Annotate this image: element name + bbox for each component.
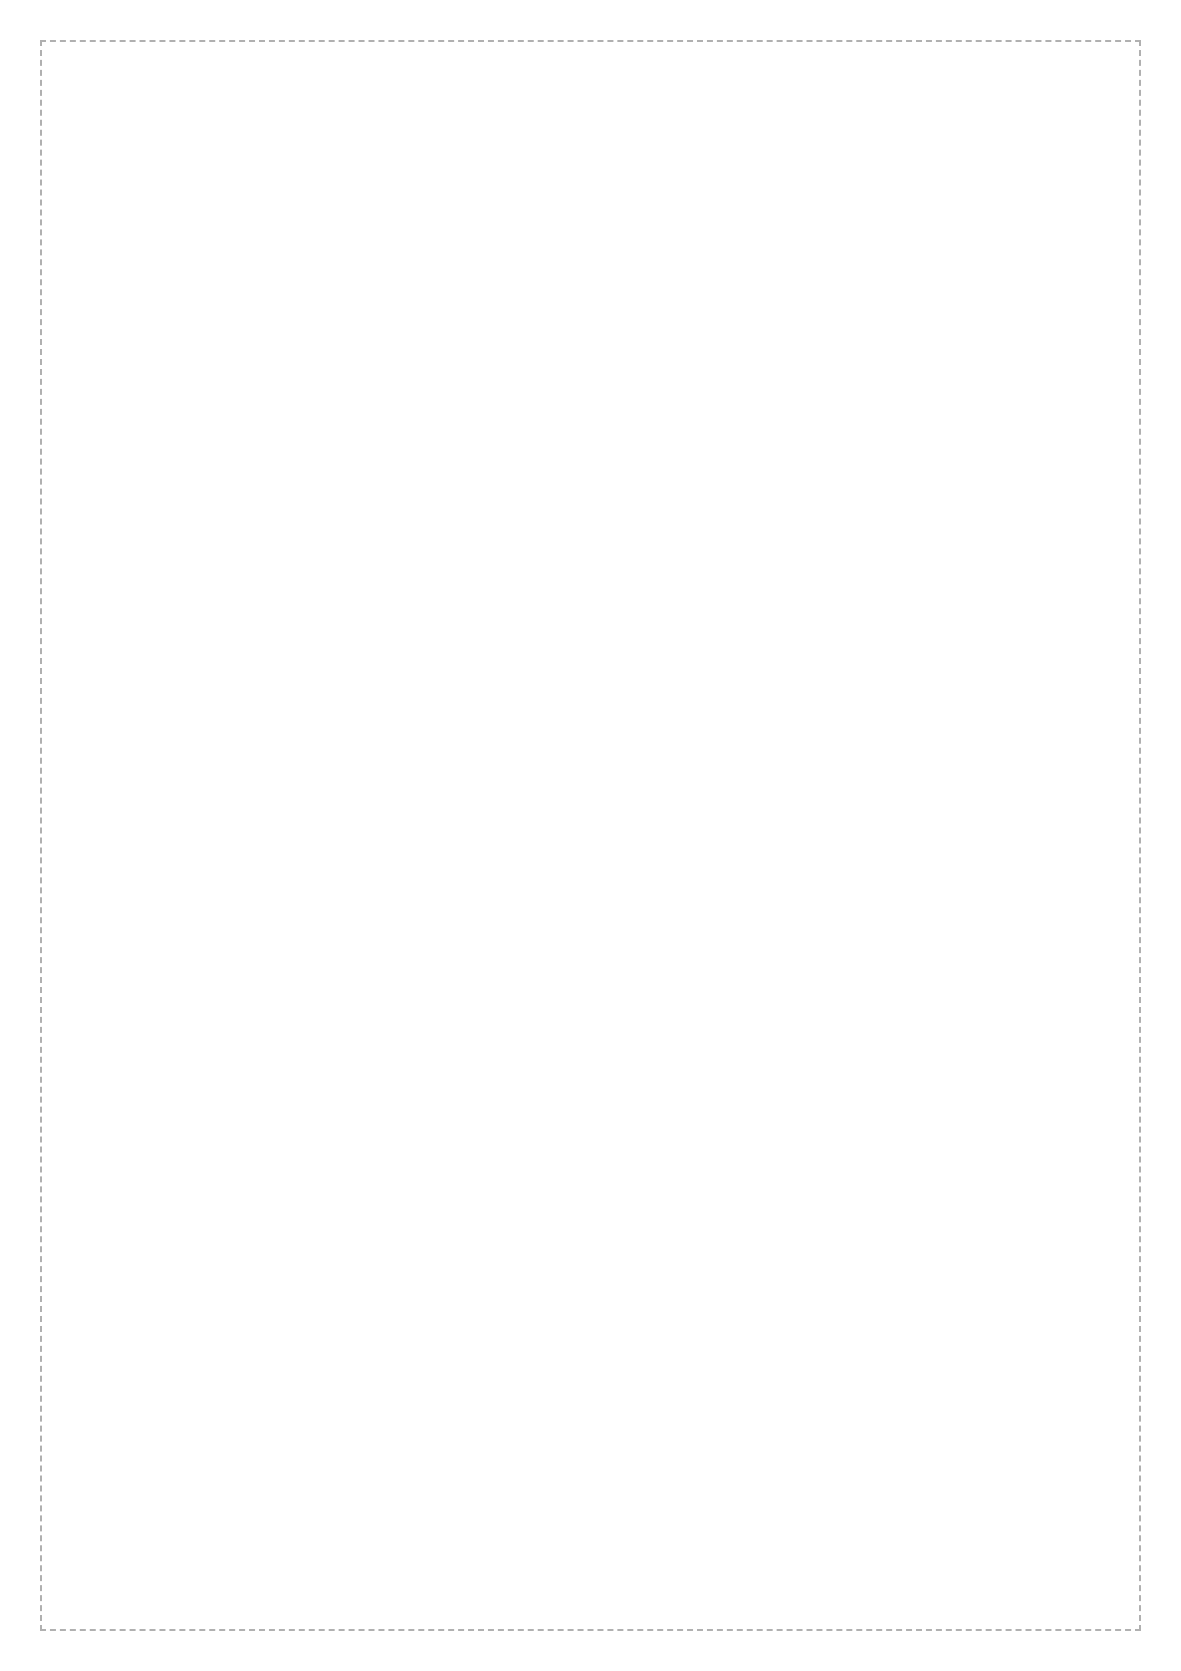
- page-placeholder: [40, 40, 1141, 1631]
